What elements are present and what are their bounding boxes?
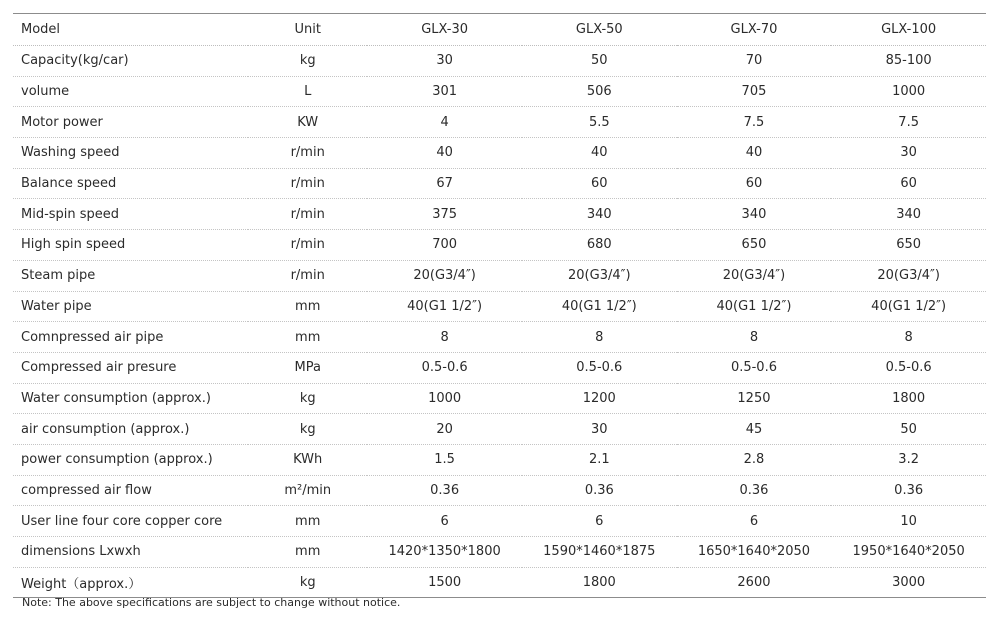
- table-row: [13, 168, 986, 199]
- row-value: 40: [367, 138, 522, 169]
- row-label: Weight（approx.）: [13, 567, 248, 598]
- row-value: 1590*1460*1875: [522, 537, 677, 568]
- row-value: 340: [831, 199, 986, 230]
- row-label: Balance speed: [13, 168, 248, 199]
- row-unit: r/min: [248, 168, 367, 199]
- row-label: High spin speed: [13, 230, 248, 261]
- row-value: 30: [367, 46, 522, 77]
- row-value: 1800: [831, 383, 986, 414]
- row-value: 6: [677, 506, 832, 537]
- header-unit: Unit: [248, 14, 367, 46]
- row-label: air consumption (approx.): [13, 414, 248, 445]
- row-value: 8: [367, 322, 522, 353]
- row-value: 1250: [677, 383, 832, 414]
- row-unit: r/min: [248, 199, 367, 230]
- table-row: [13, 107, 986, 138]
- row-value: 70: [677, 46, 832, 77]
- row-value: 0.5-0.6: [522, 352, 677, 383]
- row-value: 40(G1 1/2″): [677, 291, 832, 322]
- row-value: 45: [677, 414, 832, 445]
- table-row: [13, 291, 986, 322]
- row-value: 0.36: [677, 475, 832, 506]
- row-value: 700: [367, 230, 522, 261]
- row-label: Water pipe: [13, 291, 248, 322]
- row-value: 375: [367, 199, 522, 230]
- row-value: 2600: [677, 567, 832, 598]
- row-value: 8: [831, 322, 986, 353]
- row-value: 705: [677, 76, 832, 107]
- row-value: 1420*1350*1800: [367, 537, 522, 568]
- table-row: [13, 76, 986, 107]
- row-value: 650: [831, 230, 986, 261]
- row-value: 30: [522, 414, 677, 445]
- header-model-glx-50: GLX-50: [522, 14, 677, 46]
- row-label: volume: [13, 76, 248, 107]
- row-value: 1.5: [367, 444, 522, 475]
- row-value: 40(G1 1/2″): [367, 291, 522, 322]
- row-unit: r/min: [248, 260, 367, 291]
- row-value: 8: [522, 322, 677, 353]
- row-value: 1500: [367, 567, 522, 598]
- footnote: Note: The above specifications are subject to change without notice.: [22, 596, 401, 609]
- row-label: Washing speed: [13, 138, 248, 169]
- row-unit: kg: [248, 383, 367, 414]
- row-label: Motor power: [13, 107, 248, 138]
- row-value: 5.5: [522, 107, 677, 138]
- row-value: 40: [522, 138, 677, 169]
- row-value: 20(G3/4″): [522, 260, 677, 291]
- row-value: 8: [677, 322, 832, 353]
- row-value: 6: [367, 506, 522, 537]
- row-unit: mm: [248, 291, 367, 322]
- row-unit: KW: [248, 107, 367, 138]
- table-row: [13, 199, 986, 230]
- row-label: dimensions Lxwxh: [13, 537, 248, 568]
- header-model-glx-70: GLX-70: [677, 14, 832, 46]
- row-value: 40: [677, 138, 832, 169]
- row-value: 2.1: [522, 444, 677, 475]
- table-row: [13, 260, 986, 291]
- row-value: 2.8: [677, 444, 832, 475]
- row-value: 40(G1 1/2″): [522, 291, 677, 322]
- row-value: 1800: [522, 567, 677, 598]
- row-label: Capacity(kg/car): [13, 46, 248, 77]
- row-value: 20(G3/4″): [367, 260, 522, 291]
- row-unit: L: [248, 76, 367, 107]
- row-label: Steam pipe: [13, 260, 248, 291]
- row-label: power consumption (approx.): [13, 444, 248, 475]
- row-value: 0.5-0.6: [367, 352, 522, 383]
- row-unit: MPa: [248, 352, 367, 383]
- row-value: 1000: [831, 76, 986, 107]
- row-value: 10: [831, 506, 986, 537]
- row-value: 60: [831, 168, 986, 199]
- table-row: [13, 230, 986, 261]
- table-row: [13, 475, 986, 506]
- row-value: 0.36: [522, 475, 677, 506]
- header-model: Model: [13, 14, 248, 46]
- row-label: Compressed air presure: [13, 352, 248, 383]
- table-row: [13, 322, 986, 353]
- table-row: [13, 352, 986, 383]
- row-unit: mm: [248, 537, 367, 568]
- row-value: 340: [677, 199, 832, 230]
- row-value: 50: [522, 46, 677, 77]
- row-unit: r/min: [248, 230, 367, 261]
- row-value: 7.5: [831, 107, 986, 138]
- row-value: 0.5-0.6: [677, 352, 832, 383]
- row-value: 60: [677, 168, 832, 199]
- table-row: [13, 414, 986, 445]
- table-row: [13, 138, 986, 169]
- row-value: 40(G1 1/2″): [831, 291, 986, 322]
- row-value: 1650*1640*2050: [677, 537, 832, 568]
- table-row: [13, 537, 986, 568]
- row-value: 4: [367, 107, 522, 138]
- row-label: Water consumption (approx.): [13, 383, 248, 414]
- row-value: 20(G3/4″): [677, 260, 832, 291]
- row-value: 67: [367, 168, 522, 199]
- row-value: 3000: [831, 567, 986, 598]
- row-value: 301: [367, 76, 522, 107]
- row-value: 0.36: [831, 475, 986, 506]
- row-value: 340: [522, 199, 677, 230]
- row-value: 680: [522, 230, 677, 261]
- table-header-row: [13, 14, 986, 46]
- row-value: 0.5-0.6: [831, 352, 986, 383]
- row-label: Comnpressed air pipe: [13, 322, 248, 353]
- table-row: [13, 444, 986, 475]
- row-unit: kg: [248, 46, 367, 77]
- row-value: 85-100: [831, 46, 986, 77]
- row-value: 650: [677, 230, 832, 261]
- specification-table-body: [13, 14, 986, 598]
- row-value: 1200: [522, 383, 677, 414]
- header-model-glx-100: GLX-100: [831, 14, 986, 46]
- row-label: compressed air flow: [13, 475, 248, 506]
- table-row: [13, 46, 986, 77]
- row-value: 7.5: [677, 107, 832, 138]
- row-unit: mm: [248, 506, 367, 537]
- table-row: [13, 383, 986, 414]
- row-label: Mid-spin speed: [13, 199, 248, 230]
- row-value: 60: [522, 168, 677, 199]
- row-unit: kg: [248, 414, 367, 445]
- row-value: 1000: [367, 383, 522, 414]
- row-unit: kg: [248, 567, 367, 598]
- table-row: [13, 506, 986, 537]
- row-value: 20(G3/4″): [831, 260, 986, 291]
- table-row: [13, 567, 986, 598]
- row-value: 506: [522, 76, 677, 107]
- row-value: 50: [831, 414, 986, 445]
- row-unit: KWh: [248, 444, 367, 475]
- row-value: 6: [522, 506, 677, 537]
- header-model-glx-30: GLX-30: [367, 14, 522, 46]
- row-unit: r/min: [248, 138, 367, 169]
- row-value: 3.2: [831, 444, 986, 475]
- row-unit: mm: [248, 322, 367, 353]
- row-label: User line four core copper core: [13, 506, 248, 537]
- row-value: 0.36: [367, 475, 522, 506]
- row-value: 20: [367, 414, 522, 445]
- row-unit: m²/min: [248, 475, 367, 506]
- row-value: 30: [831, 138, 986, 169]
- specification-table: [13, 13, 986, 598]
- row-value: 1950*1640*2050: [831, 537, 986, 568]
